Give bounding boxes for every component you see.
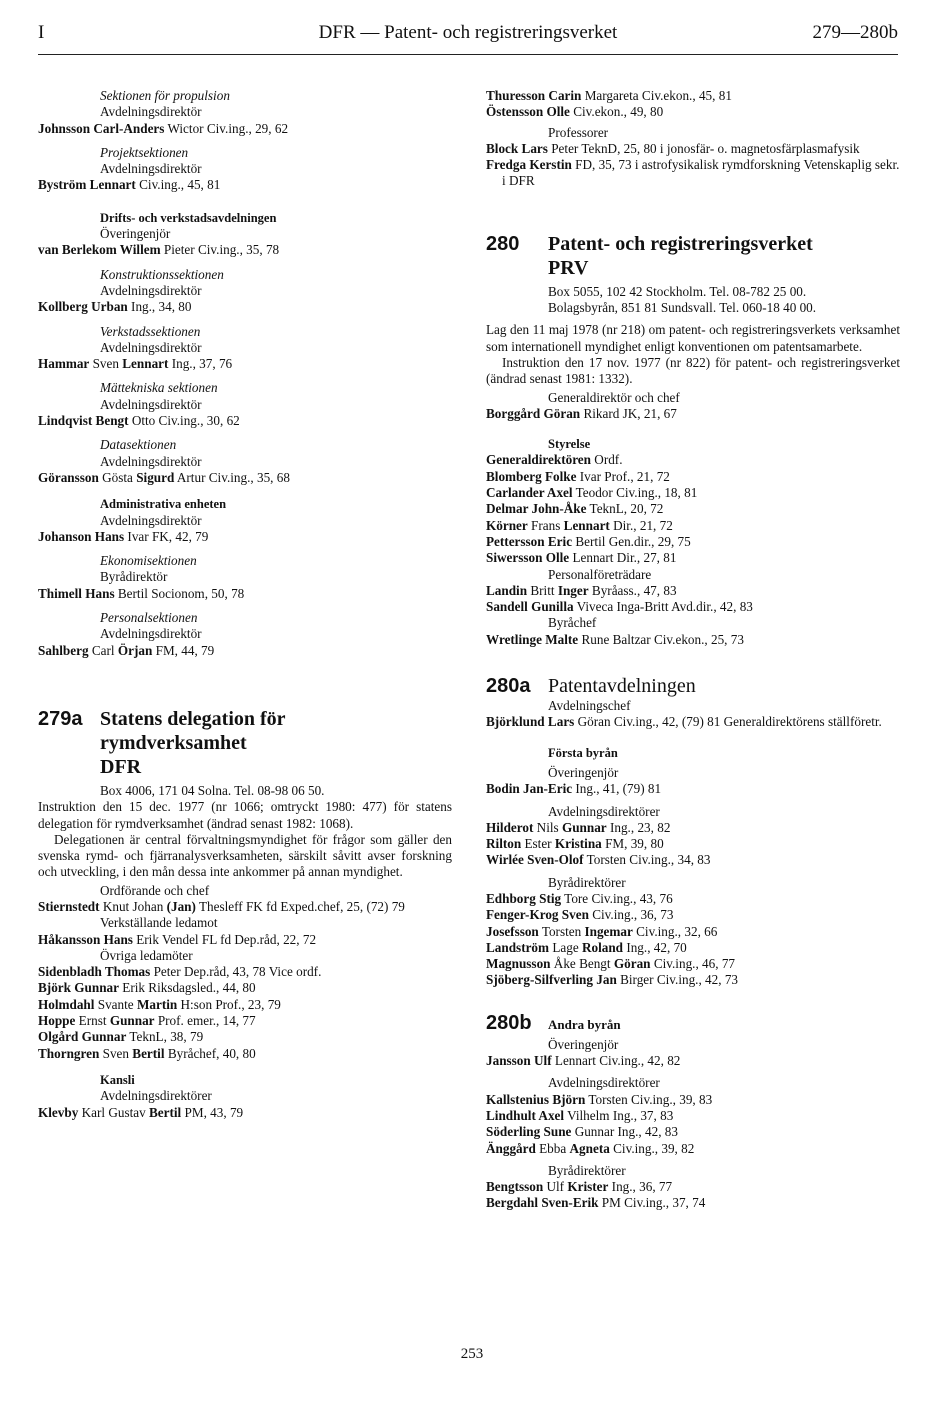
address: Box 5055, 102 42 Stockholm. Tel. 08-782 25 00. [548,283,807,299]
person-details: Ulf [543,1179,568,1195]
person-name: Lindqvist Bengt [38,413,129,429]
person-details: Ordf. [591,452,623,468]
person-name: Söderling Sune [486,1124,572,1140]
person-details: Margareta Civ.ekon., 45, 81 [581,88,732,103]
person-name: Bodin Jan-Eric [486,781,573,797]
unit-heading: Ekonomisektionen [100,553,197,569]
person-name: Rilton [486,836,522,852]
role-heading: Personalföreträdare [548,566,652,582]
person-name: Gunnar [109,1013,155,1029]
person-entry [38,964,452,980]
person-details: Ivar FK, 42, 79 [124,528,209,544]
paragraph: Instruktion den 15 dec. 1977 (nr 1066; omtryckt 1980: 477) för statens delegation för rymdverksamhet (ändrad senast 1982: 1068). [38,799,452,831]
person-entry [486,452,900,468]
person-name: Block Lars [486,140,548,156]
person-details: Rune Baltzar Civ.ekon., 25, 73 [578,631,744,647]
paragraph: Instruktion den 17 nov. 1977 (nr 822) för patent- och registreringsverket (ändrad senast 1981: 1332). [486,354,900,387]
person-details: Birger Civ.ing., 42, 73 [616,972,739,988]
person-details: Otto Civ.ing., 30, 62 [128,413,240,429]
person-entry [486,157,900,190]
person-details: Prof. emer., 14, 77 [154,1013,256,1029]
person-details: Åke Bengt [550,956,614,972]
person-details: Tore Civ.ing., 43, 76 [561,890,673,906]
person-entry [486,972,900,988]
person-details: Sven [99,1045,133,1061]
role-heading: Byrådirektörer [548,874,626,890]
person-name: Lennart [122,356,169,372]
person-name: Magnusson [486,956,551,972]
person-details: TeknL, 20, 72 [586,501,664,517]
role-heading: Avdelningsdirektör [100,339,202,355]
role-heading: Avdelningschef [548,698,631,714]
person-details: Gunnar Ing., 42, 83 [571,1124,678,1140]
page-header [38,22,898,50]
section-number: 280a [486,675,531,698]
person-name: Kallstenius Björn [486,1091,586,1107]
person-details: Ing., 41, (79) 81 [572,781,662,797]
role-heading: Övriga ledamöter [100,947,193,963]
person-name: Klevby [38,1104,79,1120]
person-details: Ing., 36, 77 [608,1179,673,1195]
section-title: Patentavdelningen [548,675,696,698]
person-entry [38,1046,452,1062]
person-details: Torsten Civ.ing., 39, 83 [585,1091,713,1107]
person-name: Wretlinge Malte [486,631,579,647]
person-details: Ing., 34, 80 [127,299,192,315]
unit-heading: Verkstadssektionen [100,323,201,339]
role-heading: Överingenjör [548,764,619,780]
person-details: Wictor Civ.ing., 29, 62 [164,120,289,136]
person-name: Sigurd [136,469,175,485]
person-details: Göran Civ.ing., 42, (79) 81 Generaldirektörens ställföretr. [574,714,882,730]
person-entry [38,932,452,948]
person-name: Kollberg Urban [38,299,128,315]
role-heading: Byrådirektör [100,569,168,585]
person-name: Siwersson Olle [486,550,570,566]
person-details: Rikard JK, 21, 67 [580,405,677,421]
person-entry [486,104,900,120]
person-details: FM, 44, 79 [152,642,215,658]
person-details: Svante [94,996,137,1012]
person-details: Civ.ing., 45, 81 [135,177,221,193]
role-heading: Avdelningsdirektör [100,396,202,412]
person-entry [486,836,900,852]
person-details: Torsten Civ.ing., 34, 83 [583,852,711,868]
section-number: 280 [486,232,520,255]
person-name: Körner [486,517,528,533]
person-name: Roland [581,939,624,955]
person-details: Dir., 21, 72 [609,517,673,533]
person-details: PM, 43, 79 [181,1104,244,1120]
person-entry [38,413,452,429]
person-name: Josefsson [486,923,539,939]
person-entry [38,1105,452,1121]
person-name: Sjöberg-Silfverling Jan [486,972,617,988]
person-entry [38,643,452,659]
person-entry [486,1124,900,1140]
person-details: Sven [89,356,123,372]
role-heading: Professorer [548,124,609,140]
person-name: Edhborg Stig [486,890,562,906]
paragraph: Lag den 11 maj 1978 (nr 218) om patent- och registreringsverkets verksamhet som internationell myndighet enligt konventionen om patentsamarbete. [486,322,900,354]
person-entry [38,242,452,258]
person-name: Göransson [38,469,99,485]
person-name: Blomberg Folke [486,468,577,484]
section-title: Statens delegation för [100,707,286,730]
role-heading: Överingenjör [548,1036,619,1052]
person-entry [486,632,900,648]
header-rule [38,54,898,55]
person-details: Nils [533,819,562,835]
person-name: Pettersson Eric [486,533,573,549]
department-heading: Administrativa enheten [100,497,227,512]
person-details: Frans [527,517,564,533]
person-name: Generaldirektören [486,452,591,468]
person-entry [38,997,452,1013]
person-details: FD, 35, 73 i astrofysikalisk rymdforskning Vetenskaplig sekr. i DFR [502,157,900,189]
person-name: Byström Lennart [38,177,136,193]
role-heading: Överingenjör [100,226,171,242]
person-name: Landström [486,939,550,955]
role-heading: Ordförande och chef [100,882,210,898]
person-entry [486,1108,900,1124]
role-heading: Avdelningsdirektörer [548,803,660,819]
person-name: Fenger-Krog Sven [486,907,589,923]
person-entry [486,406,900,422]
person-name: Olgård Gunnar [38,1029,127,1045]
person-entry [486,852,900,868]
person-details: Ernst [75,1013,110,1029]
department-heading: Drifts- och verkstadsavdelningen [100,210,277,225]
person-entry [38,586,452,602]
person-name: Lennart [563,517,610,533]
person-details: TeknL, 38, 79 [126,1029,204,1045]
person-name: Holmdahl [38,996,95,1012]
person-name: Örjan [117,642,153,658]
department-heading: Kansli [100,1072,135,1087]
person-name: Bertil [132,1045,165,1061]
person-details: H:son Prof., 23, 79 [177,996,281,1012]
header-page-range: 279—280b [812,22,898,43]
person-details: Lennart Civ.ing., 42, 82 [551,1053,681,1069]
section-number: 279a [38,707,83,730]
person-entry [486,907,900,923]
role-heading: Byråchef [548,615,597,631]
person-name: Kristina [554,836,602,852]
person-details: Viveca Inga-Britt Avd.dir., 42, 83 [573,599,753,615]
left-column [38,88,452,1121]
person-name: Inger [557,582,589,598]
person-name: Bergdahl Sven-Erik [486,1195,599,1211]
person-entry [486,714,900,730]
person-details: Bertil Socionom, 50, 78 [114,585,245,601]
person-details: Ivar Prof., 21, 72 [576,468,670,484]
section-279a-heading [38,707,452,779]
person-entry [486,940,900,956]
section-title: PRV [548,256,589,279]
person-name: Sidenbladh Thomas [38,964,151,980]
paragraph: Delegationen är central förvaltningsmyndighet för frågor som gäller den svenska rymd- och fjärranalysverksamheten, särskilt såvitt avser forskning och utveckling, i den mån dessa inte ankommer på annan myndighet. [38,831,452,880]
person-name: Änggård [486,1140,536,1156]
unit-heading: Sektionen för propulsion [100,88,230,103]
person-name: Carlander Axel [486,485,573,501]
person-details: Lennart Dir., 27, 81 [569,550,677,566]
role-heading: Generaldirektör och chef [548,389,680,405]
person-details: Civ.ing., 39, 82 [609,1140,695,1156]
person-entry [486,891,900,907]
person-entry [486,781,900,797]
section-number: 280b [486,1011,532,1034]
person-details: PM Civ.ing., 37, 74 [598,1195,706,1211]
person-name: Östensson Olle [486,104,570,120]
unit-heading: Personalsektionen [100,610,198,626]
person-name: Krister [567,1179,609,1195]
person-entry [486,599,900,615]
person-details: Ester [521,836,555,852]
person-details: Pieter Civ.ing., 35, 78 [160,242,280,258]
person-details: Civ.ekon., 49, 80 [569,104,664,120]
person-name: Thorngren [38,1045,100,1061]
person-details: Erik Vendel FL fd Dep.råd, 22, 72 [132,931,317,947]
section-title: Andra byrån [548,1016,621,1032]
person-name: Thuresson Carin [486,88,582,103]
person-entry [486,518,900,534]
person-entry [38,356,452,372]
person-name: Björk Gunnar [38,980,119,996]
unit-heading: Datasektionen [100,437,177,453]
section-280a-heading [486,674,900,698]
person-name: Lindhult Axel [486,1107,565,1123]
person-entry [38,470,452,486]
person-entry [486,88,900,104]
section-title: rymdverksamhet [100,731,247,754]
person-entry [38,121,452,137]
page-number: 253 [460,1346,484,1362]
person-name: Johnsson Carl-Anders [38,120,165,136]
person-name: Bertil [148,1104,182,1120]
person-details: FM, 39, 80 [601,836,664,852]
role-heading: Avdelningsdirektör [100,626,202,642]
person-entry [486,1179,900,1195]
header-part: I [38,22,45,43]
person-name: Göran [613,956,651,972]
person-name: Sandell Gunilla [486,599,574,615]
person-details: Artur Civ.ing., 35, 68 [174,469,290,485]
person-details: Vilhelm Ing., 37, 83 [564,1107,674,1123]
person-details: Ebba [535,1140,570,1156]
person-details: Bertil Gen.dir., 29, 75 [572,533,691,549]
address: Bolagsbyrån, 851 81 Sundsvall. Tel. 060-18 40 00. [548,300,817,316]
role-heading: Avdelningsdirektör [100,282,202,298]
person-name: Björklund Lars [486,714,575,730]
person-name: Hammar [38,356,90,372]
person-details: Byråchef, 40, 80 [164,1045,256,1061]
person-entry [38,899,452,915]
person-entry [486,534,900,550]
role-heading: Avdelningsdirektörer [548,1075,660,1091]
person-details: Gösta [98,469,137,485]
unit-heading: Mättekniska sektionen [100,380,218,396]
person-entry [486,550,900,566]
unit-heading: Projektsektionen [100,144,189,160]
person-name: Delmar John-Åke [486,501,587,517]
person-details: Knut Johan [99,898,167,914]
person-entry [38,1029,452,1045]
header-title: DFR — Patent- och registreringsverket [318,22,618,43]
person-entry [486,924,900,940]
person-entry [38,980,452,996]
section-280-heading [486,232,900,280]
person-entry [486,583,900,599]
person-entry [486,501,900,517]
person-details: Teodor Civ.ing., 18, 81 [572,485,698,501]
person-entry [38,177,452,193]
person-details: Lage [549,939,582,955]
person-name: Johanson Hans [38,528,125,544]
person-details: Torsten [538,923,585,939]
role-heading: Avdelningsdirektörer [100,1088,212,1104]
role-heading: Avdelningsdirektör [100,512,202,528]
person-name: Gunnar [561,819,607,835]
person-entry [38,1013,452,1029]
person-details: Byråass., 47, 83 [588,582,677,598]
person-details: Karl Gustav [78,1104,149,1120]
person-name: (Jan) [166,898,196,914]
person-name: Wirlée Sven-Olof [486,852,584,868]
person-name: Håkansson Hans [38,931,133,947]
department-heading: Första byrån [548,745,618,760]
section-title: DFR [100,755,142,778]
person-entry [486,1141,900,1157]
person-entry [38,529,452,545]
person-details: Britt [527,582,558,598]
person-entry [486,1195,900,1211]
person-details: Peter Dep.råd, 43, 78 Vice ordf. [150,964,322,980]
person-name: Hoppe [38,1013,76,1029]
role-heading: Byrådirektörer [548,1162,626,1178]
person-details: Ing., 23, 82 [606,819,671,835]
right-column [486,88,900,1212]
person-name: Fredga Kerstin [486,157,572,173]
person-entry [38,299,452,315]
person-name: Landin [486,582,528,598]
person-name: Stiernstedt [38,898,100,914]
person-name: van Berlekom Willem [38,242,161,258]
person-entry [486,820,900,836]
person-details: Civ.ing., 46, 77 [650,956,736,972]
person-name: Bengtsson [486,1179,544,1195]
person-details: Erik Riksdagsled., 44, 80 [118,980,256,996]
person-details: Carl [88,642,118,658]
role-heading: Avdelningsdirektör [100,453,202,469]
person-name: Martin [136,996,178,1012]
person-entry [486,485,900,501]
person-entry [486,469,900,485]
person-entry [486,1092,900,1108]
role-heading: Avdelningsdirektör [100,104,202,120]
person-entry [486,956,900,972]
department-heading: Styrelse [548,437,591,452]
person-name: Hilderot [486,819,534,835]
section-280b-heading [486,1011,900,1037]
person-name: Agneta [569,1140,610,1156]
person-name: Ingemar [584,923,633,939]
person-name: Borggård Göran [486,405,581,421]
person-entry [486,1053,900,1069]
person-name: Thimell Hans [38,585,115,601]
address: Box 4006, 171 04 Solna. Tel. 08-98 06 50. [100,782,325,798]
person-details: Civ.ing., 36, 73 [588,907,674,923]
person-details: Ing., 37, 76 [168,356,233,372]
section-title: Patent- och registreringsverket [548,232,813,255]
person-details: Civ.ing., 32, 66 [632,923,718,939]
person-name: Sahlberg [38,642,89,658]
unit-heading: Konstruktionssektionen [100,266,224,282]
person-entry [486,141,900,157]
person-details: Peter TeknD, 25, 80 i jonosfär- o. magnetosfärplasmafysik [547,140,860,156]
person-details: Thesleff FK fd Exped.chef, 25, (72) 79 [195,898,405,914]
person-details: Ing., 42, 70 [623,939,687,955]
person-name: Jansson Ulf [486,1053,552,1069]
role-heading: Verkställande ledamot [100,915,218,931]
role-heading: Avdelningsdirektör [100,161,202,177]
